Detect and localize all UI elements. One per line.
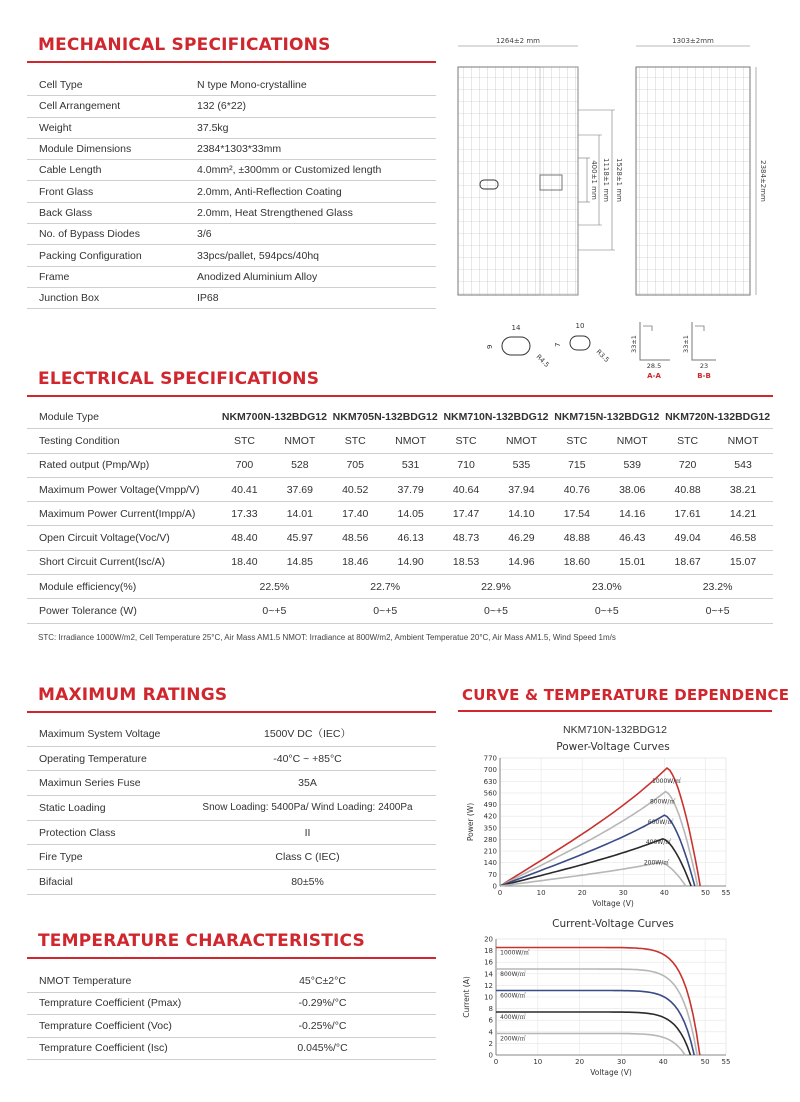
spec-value: 37.5kg [185,117,436,138]
rating-label: Bifacial [27,870,179,895]
rating-label: Protection Class [27,820,179,845]
y-tick-label: 14 [484,970,493,979]
y-tick-label: 0 [492,882,497,891]
cell: 48.73 [441,526,492,550]
cell: 18.53 [441,550,492,574]
spec-label: Packing Configuration [27,245,185,266]
x-tick-label: 10 [536,889,546,897]
condition: STC [330,429,381,453]
series-label: 200W/㎡ [500,1035,526,1043]
y-tick-label: 8 [488,1005,493,1014]
temp-value: -0.29%/°C [209,992,436,1015]
rating-label: Static Loading [27,796,179,821]
y-tick-label: 10 [484,993,493,1002]
cell: 0~+5 [219,599,330,623]
cell: 17.47 [441,502,492,526]
condition: NMOT [713,429,773,453]
x-tick-label: 50 [700,1058,710,1066]
spec-label: Power Tolerance (W) [27,599,219,623]
table-row [27,266,436,287]
y-tick-label: 20 [484,935,493,944]
y-tick-label: 0 [488,1051,493,1060]
spec-value: 3/6 [185,224,436,245]
cell: 14.90 [381,550,441,574]
cell: 17.33 [219,502,270,526]
cell: 14.96 [491,550,551,574]
cell: 40.52 [330,477,381,501]
aa-width: 28.5 [646,362,662,370]
series-label: 1000W/㎡ [652,778,682,786]
rating-label: Maximun Series Fuse [27,771,179,796]
rating-value: 80±5% [179,870,436,895]
table-row [27,502,773,526]
cell: 48.88 [551,526,602,550]
dim-400-label: 400±1 mm [590,160,598,200]
spec-label: Cable Length [27,160,185,181]
condition: NMOT [491,429,551,453]
x-tick-label: 20 [577,889,587,897]
max-ratings-table [27,722,436,895]
cell: 528 [270,453,330,477]
dim-1528-label: 1528±1 mm [615,158,623,202]
cell: 18.60 [551,550,602,574]
hole2-width: 10 [575,322,585,330]
y-tick-label: 70 [488,870,497,879]
spec-label: Cell Arrangement [27,96,185,117]
mechanical-table [27,75,436,309]
cell: 45.97 [270,526,330,550]
temp-label: Temprature Coefficient (Pmax) [27,992,209,1015]
bb-label: B-B [697,372,711,380]
cell: 17.54 [551,502,602,526]
table-row [27,245,436,266]
condition: STC [662,429,713,453]
cell: 22.7% [330,575,441,599]
y-tick-label: 630 [483,777,497,786]
cell: 40.41 [219,477,270,501]
current-voltage-chart [458,915,768,1090]
temp-label: Temprature Coefficient (Isc) [27,1037,209,1060]
cell: 543 [713,453,773,477]
y-tick-label: 490 [483,801,497,810]
width-front-label: 1264±2 mm [496,37,540,45]
cell: 531 [381,453,441,477]
table-row [27,746,436,771]
max-ratings-underline [27,711,436,713]
cell: 720 [662,453,713,477]
cell: 0~+5 [441,599,552,623]
cell: 37.69 [270,477,330,501]
temperature-table [27,970,436,1060]
table-row [27,599,773,623]
spec-label: Back Glass [27,202,185,223]
cell: 700 [219,453,270,477]
table-row [27,160,436,181]
y-tick-label: 560 [483,789,497,798]
series-label: 400W/㎡ [645,839,672,847]
table-row [27,796,436,821]
section-a-a [630,322,670,380]
cell: 46.43 [602,526,662,550]
mechanical-title: MECHANICAL SPECIFICATIONS [38,35,331,55]
series-label: 200W/㎡ [643,859,670,867]
spec-value: 33pcs/pallet, 594pcs/40hq [185,245,436,266]
spec-value: 2.0mm, Anti-Reflection Coating [185,181,436,202]
y-tick-label: 12 [484,981,493,990]
model-name: NKM720N-132BDG12 [662,405,773,429]
x-tick-label: 0 [493,1058,499,1066]
hole2-height: 7 [554,342,562,347]
mechanical-underline [27,61,436,63]
spec-label: Cell Type [27,75,185,96]
model-name: NKM700N-132BDG12 [219,405,330,429]
cell: 37.94 [491,477,551,501]
cell: 0~+5 [662,599,773,623]
table-row [27,1037,436,1060]
temperature-underline [27,957,436,959]
cell: 0~+5 [551,599,662,623]
table-row [27,138,436,159]
temp-value: 0.045%/°C [209,1037,436,1060]
cell: 535 [491,453,551,477]
spec-label: Module efficiency(%) [27,575,219,599]
rating-label: Fire Type [27,845,179,870]
x-tick-label: 55 [721,889,731,897]
table-row [27,575,773,599]
temp-label: NMOT Temperature [27,970,209,992]
spec-label: Frame [27,266,185,287]
cell: 38.21 [713,477,773,501]
series-label: 800W/㎡ [500,971,526,979]
cell: 14.10 [491,502,551,526]
spec-label: Rated output (Pmp/Wp) [27,453,219,477]
cell: 14.05 [381,502,441,526]
rating-value: Class C (IEC) [179,845,436,870]
x-tick-label: 40 [659,889,669,897]
spec-label: Maximum Power Voltage(Vmpp/V) [27,477,219,501]
cell: 15.07 [713,550,773,574]
y-tick-label: 18 [484,947,493,956]
cell: 17.61 [662,502,713,526]
table-row [27,970,436,992]
y-axis-label: Power (W) [466,802,475,842]
x-tick-label: 20 [575,1058,585,1066]
spec-label: Module Dimensions [27,138,185,159]
temp-value: 45°C±2°C [209,970,436,992]
spec-label: Short Circuit Current(Isc/A) [27,550,219,574]
cell: 46.58 [713,526,773,550]
cell: 46.13 [381,526,441,550]
cell: 40.76 [551,477,602,501]
x-tick-label: 30 [618,889,628,897]
rating-value: Snow Loading: 5400Pa/ Wind Loading: 2400Pa [179,796,436,821]
rating-label: Maximum System Voltage [27,722,179,746]
spec-value: IP68 [185,287,436,308]
y-tick-label: 770 [483,754,497,763]
plot-area [500,758,726,886]
series-label: 400W/㎡ [500,1013,526,1021]
curves-model: NKM710N-132BDG12 [563,724,667,736]
bb-width: 23 [699,362,709,370]
y-tick-label: 4 [488,1028,493,1037]
width-back-label: 1303±2mm [672,37,714,45]
dim-1118-label: 1118±1 mm [602,158,610,202]
spec-value: 4.0mm², ±300mm or Customized length [185,160,436,181]
power-voltage-chart [458,738,768,918]
rating-value: -40°C ~ +85°C [179,746,436,771]
cell: 23.2% [662,575,773,599]
y-tick-label: 2 [488,1039,493,1048]
spec-value: 132 (6*22) [185,96,436,117]
table-row [27,526,773,550]
electrical-table [27,405,773,624]
condition: NMOT [602,429,662,453]
spec-label: Weight [27,117,185,138]
series-label: 600W/㎡ [647,818,674,826]
cell: 48.56 [330,526,381,550]
table-row [27,181,436,202]
y-tick-label: 16 [484,958,493,967]
aa-label: A-A [647,372,661,380]
model-name: NKM710N-132BDG12 [441,405,552,429]
electrical-title: ELECTRICAL SPECIFICATIONS [38,369,320,389]
cell: 22.5% [219,575,330,599]
series-label: 800W/㎡ [649,798,676,806]
condition: STC [441,429,492,453]
condition: NMOT [381,429,441,453]
spec-label: Front Glass [27,181,185,202]
cell: 18.40 [219,550,270,574]
section-b-b [682,322,716,380]
curves-underline [458,710,772,712]
cell: 0~+5 [330,599,441,623]
series-label: 1000W/㎡ [500,949,530,957]
spec-value: 2.0mm, Heat Strengthened Glass [185,202,436,223]
cell: 15.01 [602,550,662,574]
cell: 705 [330,453,381,477]
cell: 18.67 [662,550,713,574]
condition: STC [551,429,602,453]
cell: 40.88 [662,477,713,501]
condition: NMOT [270,429,330,453]
hole1-height: 9 [486,344,494,349]
x-tick-label: 30 [616,1058,626,1066]
table-row [27,870,436,895]
chart-title: Current-Voltage Curves [552,918,674,930]
spec-label: Junction Box [27,287,185,308]
table-row [27,453,773,477]
table-row [27,722,436,746]
table-row [27,224,436,245]
spec-label: No. of Bypass Diodes [27,224,185,245]
model-name: NKM705N-132BDG12 [330,405,441,429]
cell: 14.85 [270,550,330,574]
hole1-radius: R4.5 [534,352,551,369]
cell: 23.0% [551,575,662,599]
x-tick-label: 10 [533,1058,543,1066]
table-row [27,287,436,308]
table-row [27,477,773,501]
cell: 18.46 [330,550,381,574]
temp-value: -0.25%/°C [209,1015,436,1038]
cell: 539 [602,453,662,477]
table-row [27,75,436,96]
cell: 37.79 [381,477,441,501]
front-view [458,37,623,295]
table-row [27,429,773,453]
y-tick-label: 700 [483,766,497,775]
spec-value: Anodized Aluminium Alloy [185,266,436,287]
x-tick-label: 0 [497,889,503,897]
cell: 710 [441,453,492,477]
y-tick-label: 280 [483,835,497,844]
rating-label: Operating Temperature [27,746,179,771]
x-axis-label: Voltage (V) [592,899,634,908]
table-row [27,992,436,1015]
x-axis-label: Voltage (V) [590,1068,632,1077]
spec-label: Open Circuit Voltage(Voc/V) [27,526,219,550]
cell: 14.21 [713,502,773,526]
height-label: 2384±2mm [759,160,767,202]
panel-drawing [440,30,800,390]
table-row [27,550,773,574]
bb-height: 33±1 [682,335,690,353]
hole2-radius: R3.5 [594,347,611,364]
x-tick-label: 55 [721,1058,731,1066]
y-tick-label: 140 [483,859,497,868]
spec-value: N type Mono-crystalline [185,75,436,96]
rating-value: 35A [179,771,436,796]
temperature-title: TEMPERATURE CHARACTERISTICS [38,931,365,951]
chart-title: Power-Voltage Curves [556,741,670,753]
cell: 46.29 [491,526,551,550]
header-label: Module Type [27,405,219,429]
aa-height: 33±1 [630,335,638,353]
cell: 22.9% [441,575,552,599]
cell: 49.04 [662,526,713,550]
back-view [636,37,767,295]
table-row [27,771,436,796]
cell: 14.16 [602,502,662,526]
curves-title: CURVE & TEMPERATURE DEPENDENCE [462,686,790,704]
y-tick-label: 420 [483,812,497,821]
condition: STC [219,429,270,453]
y-tick-label: 6 [488,1016,493,1025]
rating-value: II [179,820,436,845]
electrical-underline [27,395,773,397]
electrical-note: STC: Irradiance 1000W/m2, Cell Temperature 25°C, Air Mass AM1.5 NMOT: Irradiance at 800W/m2, Ambient Temperatue 20°C, Air Mass AM1.5, Wind Speed 1m/s [38,633,616,642]
cell: 48.40 [219,526,270,550]
table-row [27,96,436,117]
cell: 17.40 [330,502,381,526]
y-tick-label: 210 [483,847,497,856]
spec-label: Testing Condition [27,429,219,453]
y-axis-label: Current (A) [462,976,471,1018]
x-tick-label: 50 [700,889,710,897]
cell: 38.06 [602,477,662,501]
cell: 715 [551,453,602,477]
table-row [27,117,436,138]
x-tick-label: 40 [658,1058,668,1066]
max-ratings-title: MAXIMUM RATINGS [38,685,228,705]
table-row [27,1015,436,1038]
model-name: NKM715N-132BDG12 [551,405,662,429]
temp-label: Temprature Coefficient (Voc) [27,1015,209,1038]
hole1-width: 14 [511,324,521,332]
table-row [27,845,436,870]
spec-label: Maximum Power Current(Impp/A) [27,502,219,526]
rating-value: 1500V DC（IEC） [179,722,436,746]
y-tick-label: 350 [483,824,497,833]
spec-value: 2384*1303*33mm [185,138,436,159]
table-row [27,820,436,845]
cell: 14.01 [270,502,330,526]
table-row [27,202,436,223]
series-label: 600W/㎡ [500,992,526,1000]
mounting-hole-details [486,322,611,369]
cell: 40.64 [441,477,492,501]
table-row [27,405,773,429]
